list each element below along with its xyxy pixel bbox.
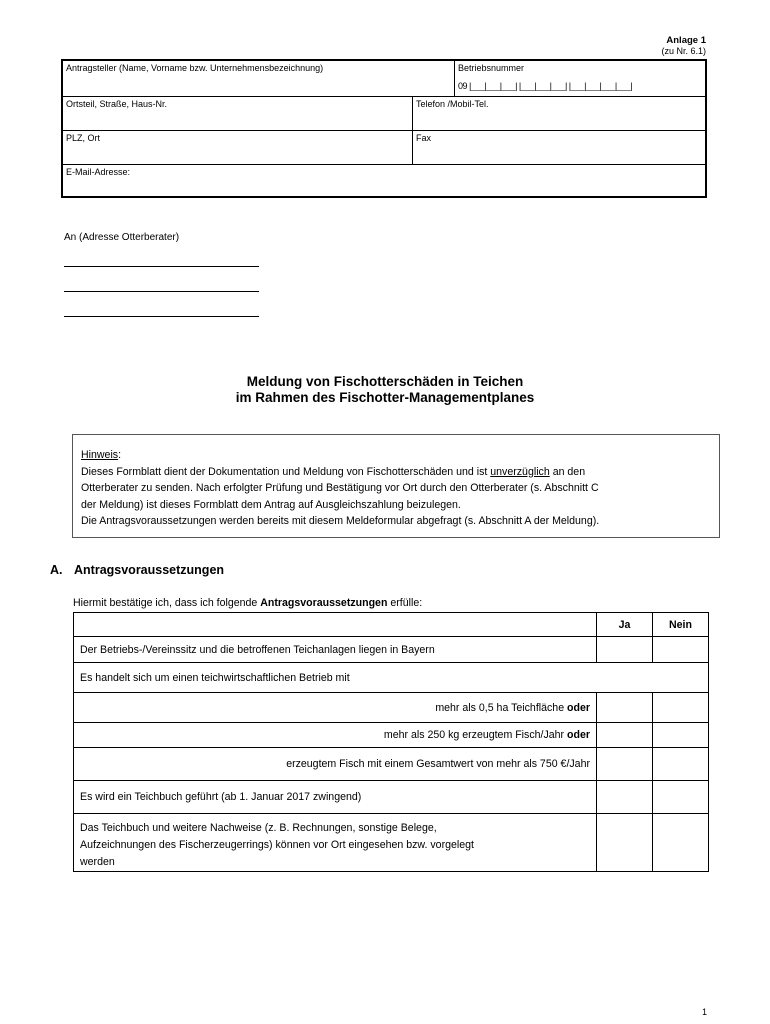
checkbox-nein-bayern[interactable] [653,637,709,663]
requirement-teichflaeche: mehr als 0,5 ha Teichfläche oder [74,693,597,723]
table-row [74,723,709,748]
checkbox-ja-teichbuch[interactable] [597,781,653,814]
checkbox-nein-fischmenge[interactable] [653,723,709,748]
checkbox-nein-teichbuch[interactable] [653,781,709,814]
recipient-line-1[interactable] [64,266,259,267]
page-number: 1 [701,1007,707,1017]
hinweis-heading: Hinweis: [81,449,122,461]
section-a-letter: A. [50,563,63,577]
hinweis-line-4: Die Antragsvoraussetzungen werden bereits mit diesem Meldeformular abgefragt (s. Abschnitt A der Meldung). [81,515,600,527]
title-line-1: Meldung von Fischotterschäden in Teichen [246,374,524,389]
table-row [74,814,709,872]
requirement-gesamtwert: erzeugtem Fisch mit einem Gesamtwert von mehr als 750 €/Jahr [74,748,597,781]
checkbox-nein-nachweise[interactable] [653,814,709,872]
table-row [74,748,709,781]
checkbox-ja-gesamtwert[interactable] [597,748,653,781]
table-header-row [74,613,709,637]
hinweis-box [72,434,720,538]
phone-label: Telefon /Mobil-Tel. [416,98,489,109]
address-cell[interactable] [62,96,413,130]
applicant-name-cell[interactable] [62,60,455,96]
applicant-name-label: Antragsteller (Name, Vorname bzw. Unternehmensbezeichnung) [66,63,324,73]
city-label: PLZ, Ort [66,132,101,143]
applicant-table [61,59,707,198]
checkbox-ja-bayern[interactable] [597,637,653,663]
page-title [0,374,770,406]
annex-reference: (zu Nr. 6.1) [661,46,706,56]
recipient-line-3[interactable] [64,316,259,317]
recipient-label: An (Adresse Otterberater) [64,232,180,243]
fax-label: Fax [416,132,432,143]
section-a-heading [50,563,224,577]
table-row [74,781,709,814]
section-a-title: Antragsvoraussetzungen [74,563,225,577]
table-row [74,637,709,663]
annex-label: Anlage 1 [666,35,706,46]
checkbox-nein-teichflaeche[interactable] [653,693,709,723]
requirements-table [73,612,709,872]
title-line-2: im Rahmen des Fischotter-Managementplanes [235,390,535,405]
section-a-intro: Hiermit bestätige ich, dass ich folgende Antragsvoraussetzungen erfülle: [73,597,423,609]
checkbox-ja-teichflaeche[interactable] [597,693,653,723]
requirement-teichwirtschaft: Es handelt sich um einen teichwirtschaftlichen Betrieb mit [74,663,709,693]
table-row [74,693,709,723]
hinweis-line-1: Dieses Formblatt dient der Dokumentation und Meldung von Fischotterschäden und ist unverzüglich an den [81,465,586,478]
requirement-fischmenge: mehr als 250 kg erzeugtem Fisch/Jahr oder [74,723,597,748]
betriebsnummer-value: 09 |___|___|___| |___|___|___| |___|___|___|___| [458,81,633,91]
col-nein-header: Nein [653,613,709,637]
address-label: Ortsteil, Straße, Haus-Nr. [66,98,168,109]
requirement-bayern: Der Betriebs-/Vereinssitz und die betroffenen Teichanlagen liegen in Bayern [74,637,597,663]
checkbox-ja-nachweise[interactable] [597,814,653,872]
hinweis-line-3: der Meldung) ist dieses Formblatt dem Antrag auf Ausgleichszahlung beizulegen. [81,498,461,511]
table-row [74,663,709,693]
recipient-line-2[interactable] [64,291,259,292]
city-cell[interactable] [62,130,413,164]
annex-header [661,35,706,57]
header-empty-cell [74,613,597,637]
col-ja-header: Ja [597,613,653,637]
checkbox-nein-gesamtwert[interactable] [653,748,709,781]
email-label: E-Mail-Adresse: [66,166,131,177]
hinweis-line-2: Otterberater zu senden. Nach erfolgter Prüfung und Bestätigung vor Ort durch den Otterberater (s. Abschnitt C [81,482,599,494]
email-cell[interactable] [62,164,706,197]
betriebsnummer-cell[interactable] [455,60,707,96]
requirement-teichbuch: Es wird ein Teichbuch geführt (ab 1. Januar 2017 zwingend) [74,781,597,814]
betriebsnummer-label: Betriebsnummer [458,63,525,73]
fax-cell[interactable] [413,130,707,164]
requirement-nachweise: Das Teichbuch und weitere Nachweise (z. B. Rechnungen, sonstige Belege, Aufzeichnungen des Fischerzeugerrings) können vor Ort eingesehen bzw. vorgelegt werden [74,814,597,872]
phone-cell[interactable] [413,96,707,130]
checkbox-ja-fischmenge[interactable] [597,723,653,748]
